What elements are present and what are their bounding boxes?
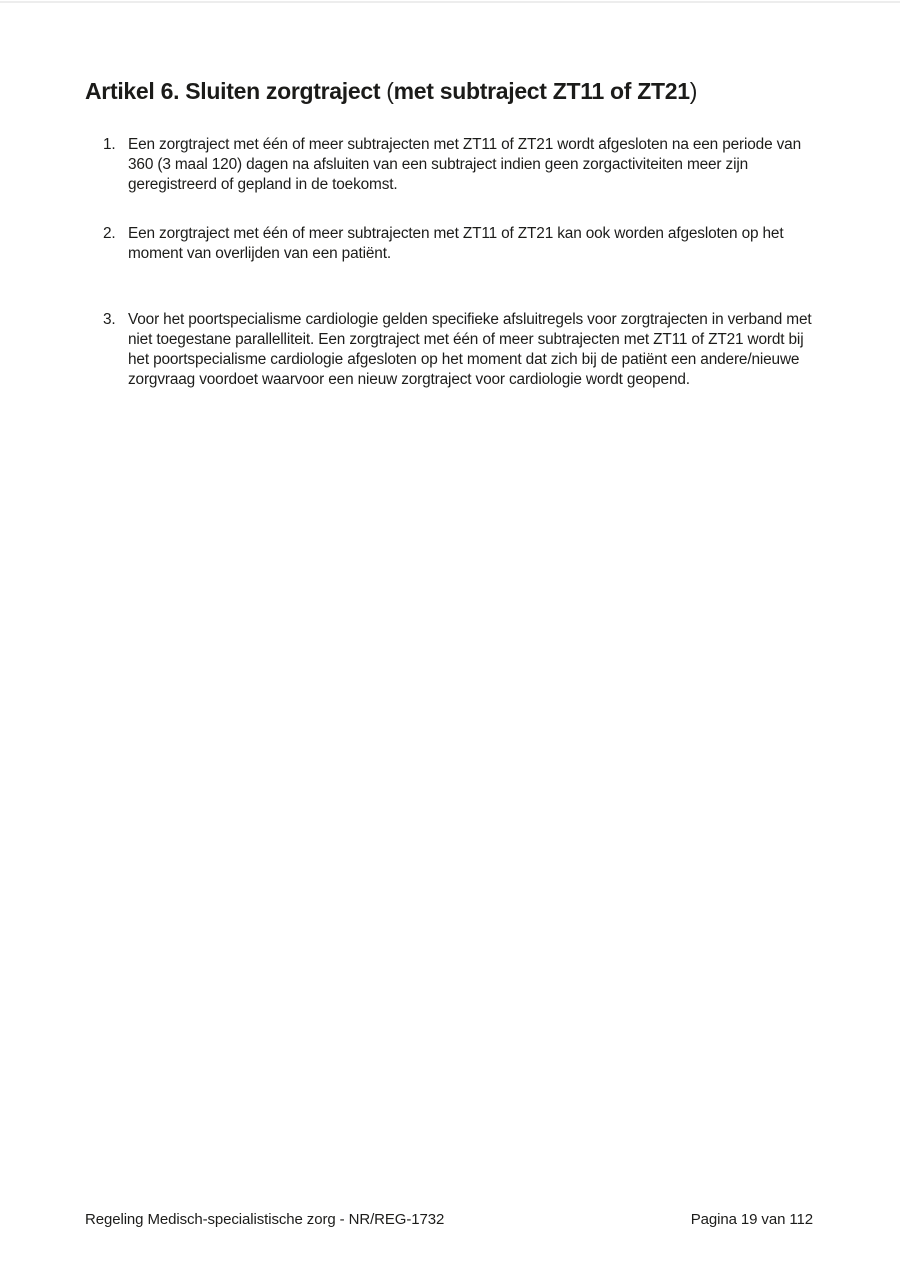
article-heading-paren-open: ( <box>386 78 394 104</box>
footer-page-indicator: Pagina 19 van 112 <box>690 1211 813 1228</box>
clause-number: 2. <box>103 225 116 243</box>
page-footer <box>85 1210 813 1229</box>
footer-document-reference: Regeling Medisch-specialistische zorg - NR/REG-1732 <box>85 1211 445 1228</box>
article-clause <box>103 224 813 264</box>
article-heading <box>85 78 813 105</box>
clause-text: Een zorgtraject met één of meer subtrajecten met ZT11 of ZT21 wordt afgesloten na een periode van 360 (3 maal 120) dagen na afsluiten van een subtraject indien geen zorgactiviteiten meer zijn geregistreerd of gepland in de toekomst. <box>128 136 801 194</box>
article-heading-prefix: Artikel 6. Sluiten zorgtraject <box>85 78 387 104</box>
clause-number: 1. <box>103 136 116 154</box>
clause-number: 3. <box>103 311 116 329</box>
document-page <box>85 78 813 390</box>
article-heading-parenthetical: met subtraject ZT11 of ZT21 <box>393 78 690 104</box>
article-clause <box>103 135 813 195</box>
article-clause-list <box>85 135 813 390</box>
clause-text: Een zorgtraject met één of meer subtrajecten met ZT11 of ZT21 kan ook worden afgesloten op het moment van overlijden van een patiënt. <box>128 225 784 263</box>
article-heading-paren-close: ) <box>689 78 698 104</box>
clause-text: Voor het poortspecialisme cardiologie gelden specifieke afsluitregels voor zorgtrajecten in verband met niet toegestane parallelliteit. Een zorgtraject met één of meer subtrajecten met ZT11 of ZT21 wordt bij het poortspecialisme cardiologie afgesloten op het moment dat zich bij de patiënt een andere/nieuwe zorgvraag voordoet waarvoor een nieuw zorgtraject voor cardiologie wordt geopend. <box>128 311 812 389</box>
article-clause <box>103 310 813 390</box>
page-top-edge <box>0 1 900 3</box>
